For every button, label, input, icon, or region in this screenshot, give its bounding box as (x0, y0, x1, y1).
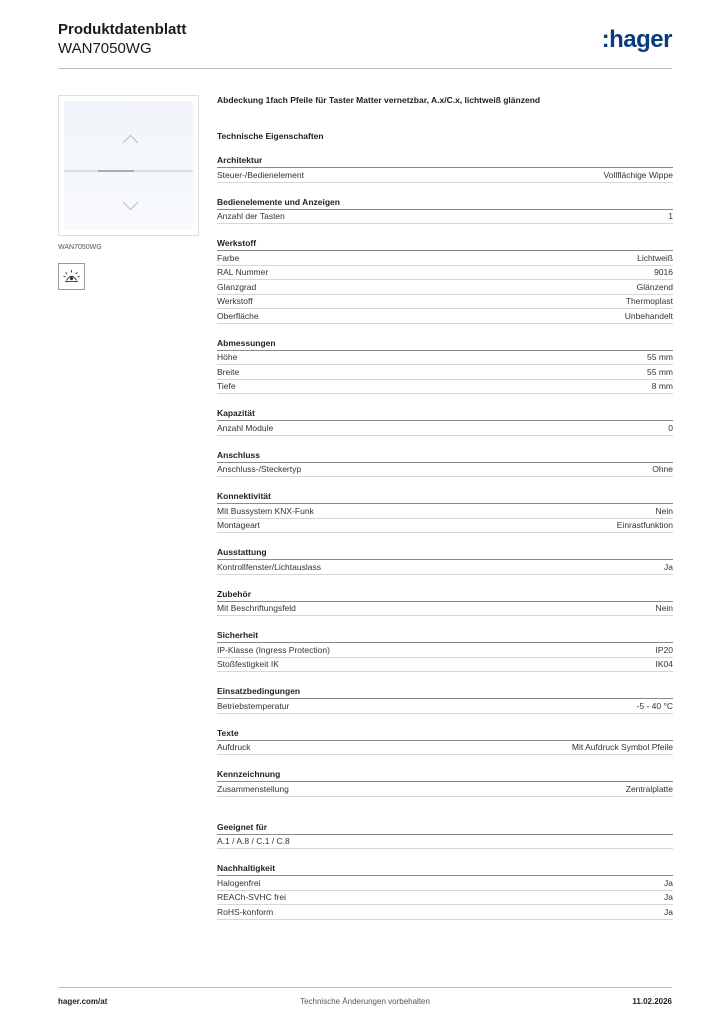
arrow-up-icon (123, 135, 139, 151)
spec-label: Halogenfrei (217, 877, 261, 888)
spec-row (217, 463, 673, 478)
spec-row (217, 699, 673, 714)
footer-date: 11.02.2026 (632, 997, 672, 1006)
spec-group-title: Architektur (217, 154, 673, 168)
spec-row (217, 782, 673, 797)
spec-value: Ja (664, 906, 673, 917)
spec-row (217, 643, 673, 658)
spec-value: Mit Aufdruck Symbol Pfeile (571, 742, 673, 752)
spec-group (217, 237, 673, 324)
spec-label: RoHS-konform (217, 906, 274, 917)
spec-label: Mit Bussystem KNX-Funk (217, 505, 314, 516)
spec-row (217, 365, 673, 380)
spec-label: Mit Beschriftungsfeld (217, 603, 296, 613)
footer-website: hager.com/at (58, 997, 108, 1006)
spec-label: Oberfläche (217, 310, 259, 321)
spec-label: Zusammenstellung (217, 783, 289, 794)
spec-label: Anschluss-/Steckertyp (217, 464, 302, 474)
spec-label: Glanzgrad (217, 281, 257, 292)
spec-value: 55 mm (647, 366, 673, 377)
spec-group (217, 196, 673, 225)
spec-label: A.1 / A.8 / C.1 / C.8 (217, 836, 290, 846)
page-footer (58, 987, 672, 1007)
spec-group-title: Anschluss (217, 449, 673, 463)
spec-row (217, 835, 673, 850)
spec-row (217, 519, 673, 534)
spec-label: Farbe (217, 252, 240, 263)
status-led-strip (98, 170, 134, 172)
spec-content (217, 95, 673, 920)
spec-group (217, 768, 673, 797)
spec-group (217, 629, 673, 672)
spec-row (217, 905, 673, 920)
spec-value: Ja (664, 561, 673, 572)
document-subtitle: WAN7050WG (58, 40, 152, 57)
spec-group-title: Kennzeichnung (217, 768, 673, 782)
spec-value: Ja (664, 877, 673, 888)
spec-label: Montageart (217, 520, 260, 530)
spec-row (217, 504, 673, 519)
spec-value: Nein (655, 505, 673, 516)
spec-row (217, 266, 673, 281)
spec-value: 0 (668, 422, 673, 433)
spec-row (217, 421, 673, 436)
document-title: Produktdatenblatt (58, 21, 187, 38)
spec-value: 9016 (654, 267, 673, 277)
spec-groups (217, 154, 673, 920)
spec-label: Anzahl der Tasten (217, 211, 285, 221)
spec-label: IP-Klasse (Ingress Protection) (217, 644, 330, 655)
spec-value: Zentralplatte (625, 783, 673, 794)
spec-group (217, 546, 673, 575)
spec-group-title: Nachhaltigkeit (217, 862, 673, 876)
product-image-caption: WAN7050WG (58, 244, 102, 251)
spec-label: Betriebstemperatur (217, 700, 290, 711)
spec-value: Thermoplast (625, 296, 673, 306)
spec-group-title: Werkstoff (217, 237, 673, 251)
spec-row (217, 351, 673, 366)
spec-value: Vollflächige Wippe (603, 169, 673, 180)
spec-group (217, 490, 673, 533)
spec-group (217, 862, 673, 920)
header-divider (58, 68, 672, 69)
arrow-down-icon (123, 195, 139, 211)
product-name: Abdeckung 1fach Pfeile für Taster Matter vernetzbar, A.x/C.x, lichtweiß glänzend (217, 95, 541, 105)
spec-value: Glänzend (636, 281, 673, 292)
spec-group-title: Kapazität (217, 407, 673, 421)
spec-row (217, 876, 673, 891)
spec-value: Lichtweiß (637, 252, 673, 263)
hager-logo: :hager (601, 26, 672, 53)
footer-disclaimer: Technische Änderungen vorbehalten (300, 997, 430, 1006)
spec-row (217, 168, 673, 183)
spec-row (217, 309, 673, 324)
spec-value: Einrastfunktion (616, 520, 673, 530)
spec-label: Breite (217, 366, 240, 377)
spec-value: IK04 (655, 659, 673, 669)
spec-label: Werkstoff (217, 296, 253, 306)
spec-group (217, 588, 673, 617)
spec-group (217, 449, 673, 478)
spec-value: -5 - 40 °C (636, 700, 673, 711)
spec-label: RAL Nummer (217, 267, 269, 277)
spec-label: Höhe (217, 352, 238, 362)
spec-value: 8 mm (651, 381, 673, 391)
product-image (58, 95, 199, 236)
spec-row (217, 602, 673, 617)
spec-group-title: Abmessungen (217, 337, 673, 351)
spec-group-title: Konnektivität (217, 490, 673, 504)
spec-row (217, 741, 673, 756)
switch-cover-plate (64, 101, 193, 230)
spec-group-title: Ausstattung (217, 546, 673, 560)
spec-group-title: Texte (217, 727, 673, 741)
spec-group-title: Sicherheit (217, 629, 673, 643)
spec-row (217, 380, 673, 395)
footer-divider (58, 987, 672, 988)
spec-group (217, 337, 673, 395)
spec-row (217, 295, 673, 310)
spec-value: Unbehandelt (624, 310, 673, 321)
spec-label: Stoßfestigkeit IK (217, 659, 279, 669)
spec-row (217, 210, 673, 225)
spec-row (217, 891, 673, 906)
spec-value: 55 mm (647, 352, 673, 362)
spec-group (217, 685, 673, 714)
spec-group-title: Geeignet für (217, 821, 673, 835)
spec-group-title: Einsatzbedingungen (217, 685, 673, 699)
spec-group-title: Zubehör (217, 588, 673, 602)
section-heading: Technische Eigenschaften (217, 131, 324, 141)
spec-label: Steuer-/Bedienelement (217, 169, 304, 180)
spec-label: REACh-SVHC frei (217, 892, 286, 902)
light-symbol-icon (58, 263, 85, 290)
spec-value: Nein (655, 603, 673, 613)
spec-group-title: Bedienelemente und Anzeigen (217, 196, 673, 210)
spec-value: IP20 (655, 644, 673, 655)
spec-label: Aufdruck (217, 742, 251, 752)
spec-group (217, 727, 673, 756)
spec-row (217, 280, 673, 295)
spec-value: 1 (668, 211, 673, 221)
spec-group (217, 821, 673, 850)
spec-row (217, 658, 673, 673)
page-header (58, 20, 186, 58)
spec-label: Anzahl Module (217, 422, 274, 433)
spec-label: Tiefe (217, 381, 236, 391)
spec-value: Ohne (652, 464, 673, 474)
spec-group (217, 154, 673, 183)
spec-group (217, 407, 673, 436)
spec-row (217, 560, 673, 575)
spec-row (217, 251, 673, 266)
spec-label: Kontrollfenster/Lichtauslass (217, 561, 321, 572)
spec-value: Ja (664, 892, 673, 902)
